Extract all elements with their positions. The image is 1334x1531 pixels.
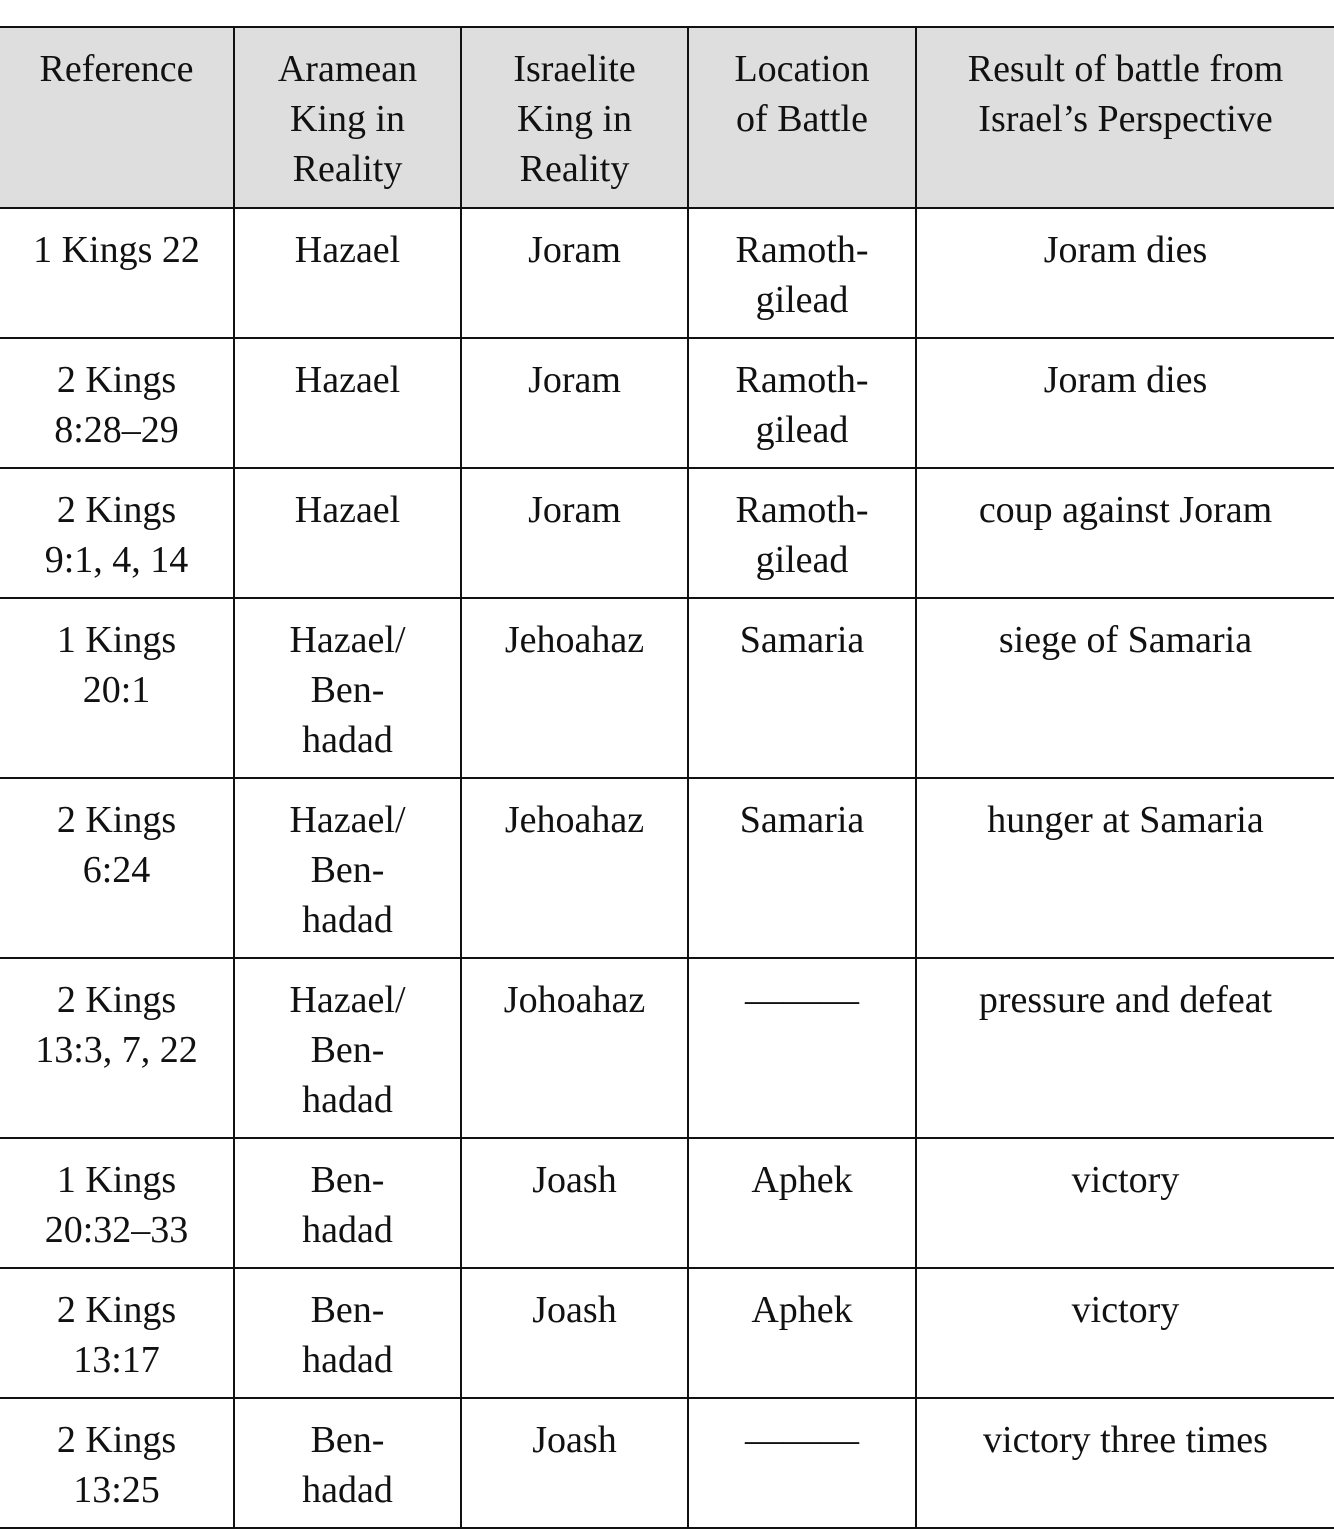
cell-israelite-king: Jehoahaz: [461, 598, 688, 778]
cell-israelite-king: Johoahaz: [461, 958, 688, 1138]
cell-reference: 2 Kings 13:25: [0, 1398, 234, 1528]
cell-result: pressure and defeat: [916, 958, 1334, 1138]
table-row: [0, 778, 1334, 958]
header-reference: Reference: [0, 27, 234, 208]
header-row: [0, 27, 1334, 208]
cell-location: Samaria: [688, 778, 916, 958]
cell-reference: 2 Kings 13:17: [0, 1268, 234, 1398]
cell-location: Aphek: [688, 1138, 916, 1268]
cell-location: ———: [688, 1398, 916, 1528]
table-row: [0, 1398, 1334, 1528]
table-row: [0, 468, 1334, 598]
battles-table: [0, 26, 1334, 1529]
cell-reference: 2 Kings 9:1, 4, 14: [0, 468, 234, 598]
cell-location: Aphek: [688, 1268, 916, 1398]
cell-aramean-king: Hazael/ Ben- hadad: [234, 598, 461, 778]
cell-israelite-king: Jehoahaz: [461, 778, 688, 958]
header-result: Result of battle from Israel’s Perspective: [916, 27, 1334, 208]
cell-aramean-king: Hazael: [234, 338, 461, 468]
table-body: [0, 208, 1334, 1528]
cell-reference: 1 Kings 20:1: [0, 598, 234, 778]
cell-aramean-king: Ben- hadad: [234, 1138, 461, 1268]
cell-aramean-king: Ben- hadad: [234, 1398, 461, 1528]
cell-israelite-king: Joash: [461, 1138, 688, 1268]
cell-israelite-king: Joram: [461, 338, 688, 468]
header-aramean-king: Aramean King in Reality: [234, 27, 461, 208]
cell-result: victory: [916, 1268, 1334, 1398]
header-location: Location of Battle: [688, 27, 916, 208]
cell-reference: 1 Kings 22: [0, 208, 234, 338]
cell-israelite-king: Joram: [461, 468, 688, 598]
cell-israelite-king: Joash: [461, 1398, 688, 1528]
cell-location: Ramoth- gilead: [688, 468, 916, 598]
table-row: [0, 958, 1334, 1138]
cell-aramean-king: Ben- hadad: [234, 1268, 461, 1398]
cell-reference: 2 Kings 8:28–29: [0, 338, 234, 468]
cell-location: ———: [688, 958, 916, 1138]
cell-result: hunger at Samaria: [916, 778, 1334, 958]
cell-reference: 1 Kings 20:32–33: [0, 1138, 234, 1268]
cell-israelite-king: Joash: [461, 1268, 688, 1398]
cell-israelite-king: Joram: [461, 208, 688, 338]
cell-result: victory three times: [916, 1398, 1334, 1528]
cell-result: victory: [916, 1138, 1334, 1268]
cell-result: Joram dies: [916, 208, 1334, 338]
cell-aramean-king: Hazael: [234, 208, 461, 338]
cell-location: Ramoth- gilead: [688, 338, 916, 468]
cell-aramean-king: Hazael: [234, 468, 461, 598]
cell-result: Joram dies: [916, 338, 1334, 468]
cell-reference: 2 Kings 6:24: [0, 778, 234, 958]
cell-result: coup against Joram: [916, 468, 1334, 598]
table-row: [0, 1138, 1334, 1268]
table-row: [0, 598, 1334, 778]
cell-location: Samaria: [688, 598, 916, 778]
table-row: [0, 1268, 1334, 1398]
table-row: [0, 208, 1334, 338]
table-row: [0, 338, 1334, 468]
header-israelite-king: Israelite King in Reality: [461, 27, 688, 208]
cell-location: Ramoth- gilead: [688, 208, 916, 338]
cell-reference: 2 Kings 13:3, 7, 22: [0, 958, 234, 1138]
cell-result: siege of Samaria: [916, 598, 1334, 778]
cell-aramean-king: Hazael/ Ben- hadad: [234, 958, 461, 1138]
cell-aramean-king: Hazael/ Ben- hadad: [234, 778, 461, 958]
